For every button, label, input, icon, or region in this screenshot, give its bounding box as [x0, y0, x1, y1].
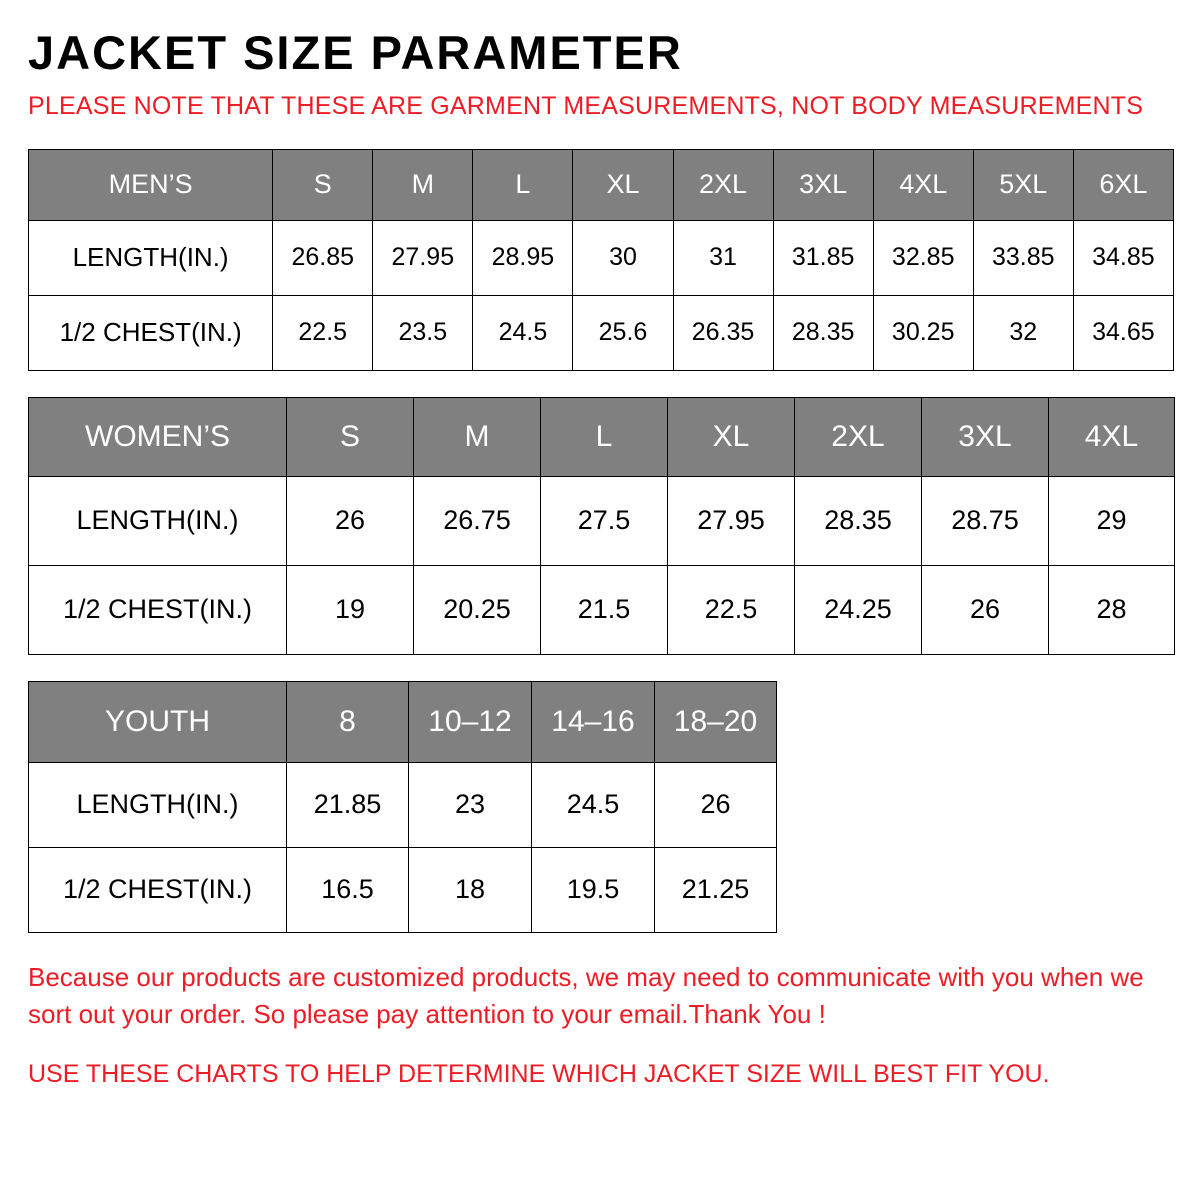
table-cell: 26	[922, 565, 1049, 654]
table-cell: 26	[655, 762, 777, 847]
table-header-cell: YOUTH	[29, 681, 287, 762]
table-header-cell: 4XL	[873, 149, 973, 220]
table-header-cell: 14–16	[532, 681, 655, 762]
table-header-cell: 5XL	[973, 149, 1073, 220]
table-cell: 26.35	[673, 295, 773, 370]
table-cell: 28	[1049, 565, 1175, 654]
table-cell: 20.25	[414, 565, 541, 654]
table-header-cell: 2XL	[795, 397, 922, 476]
table-cell: 26.85	[273, 220, 373, 295]
table-cell: 23.5	[373, 295, 473, 370]
table-row	[29, 762, 777, 847]
table-cell: 24.5	[532, 762, 655, 847]
table-row	[29, 295, 1174, 370]
table-cell: 30.25	[873, 295, 973, 370]
row-label: LENGTH(IN.)	[29, 476, 287, 565]
table-cell: 28.75	[922, 476, 1049, 565]
table-cell: 32.85	[873, 220, 973, 295]
table-cell: 18	[409, 847, 532, 932]
table-cell: 21.25	[655, 847, 777, 932]
table-header-cell: L	[541, 397, 668, 476]
table-cell: 26	[287, 476, 414, 565]
table-cell: 30	[573, 220, 673, 295]
table-header-cell: MEN’S	[29, 149, 273, 220]
table-header-cell: M	[414, 397, 541, 476]
table-header-cell: L	[473, 149, 573, 220]
womens-size-table	[28, 397, 1175, 655]
table-cell: 19	[287, 565, 414, 654]
table-cell: 21.85	[287, 762, 409, 847]
page-title: JACKET SIZE PARAMETER	[28, 26, 683, 79]
table-cell: 28.95	[473, 220, 573, 295]
table-row	[29, 476, 1175, 565]
table-header-cell: S	[273, 149, 373, 220]
table-cell: 27.95	[373, 220, 473, 295]
table-cell: 28.35	[773, 295, 873, 370]
table-header-row	[29, 149, 1174, 220]
table-cell: 31.85	[773, 220, 873, 295]
table-cell: 26.75	[414, 476, 541, 565]
table-cell: 19.5	[532, 847, 655, 932]
table-header-cell: 3XL	[773, 149, 873, 220]
table-header-cell: XL	[668, 397, 795, 476]
table-header-cell: XL	[573, 149, 673, 220]
table-cell: 27.95	[668, 476, 795, 565]
table-header-row	[29, 397, 1175, 476]
table-row	[29, 847, 777, 932]
table-header-cell: 18–20	[655, 681, 777, 762]
footer-notes	[28, 959, 1172, 1093]
table-header-cell: 3XL	[922, 397, 1049, 476]
row-label: LENGTH(IN.)	[29, 762, 287, 847]
table-cell: 32	[973, 295, 1073, 370]
table-cell: 29	[1049, 476, 1175, 565]
table-cell: 22.5	[273, 295, 373, 370]
row-label: 1/2 CHEST(IN.)	[29, 565, 287, 654]
table-header-cell: 10–12	[409, 681, 532, 762]
table-cell: 28.35	[795, 476, 922, 565]
table-header-cell: M	[373, 149, 473, 220]
table-cell: 27.5	[541, 476, 668, 565]
table-cell: 25.6	[573, 295, 673, 370]
table-cell: 31	[673, 220, 773, 295]
table-header-cell: 4XL	[1049, 397, 1175, 476]
measurement-note: PLEASE NOTE THAT THESE ARE GARMENT MEASUREMENTS, NOT BODY MEASUREMENTS	[28, 92, 1144, 121]
table-header-cell: WOMEN’S	[29, 397, 287, 476]
table-cell: 24.5	[473, 295, 573, 370]
table-row	[29, 565, 1175, 654]
table-header-cell: S	[287, 397, 414, 476]
table-row	[29, 220, 1174, 295]
table-header-cell: 6XL	[1073, 149, 1173, 220]
footer-note-charts: USE THESE CHARTS TO HELP DETERMINE WHICH JACKET SIZE WILL BEST FIT YOU.	[28, 1059, 1050, 1088]
row-label: 1/2 CHEST(IN.)	[29, 847, 287, 932]
table-cell: 34.85	[1073, 220, 1173, 295]
table-cell: 22.5	[668, 565, 795, 654]
footer-note-customization: Because our products are customized products, we may need to communicate with you when we sort out your order. So please pay attention to your email.Thank You !	[28, 961, 1144, 1030]
youth-size-table	[28, 681, 777, 933]
table-header-cell: 8	[287, 681, 409, 762]
row-label: 1/2 CHEST(IN.)	[29, 295, 273, 370]
table-header-cell: 2XL	[673, 149, 773, 220]
table-cell: 34.65	[1073, 295, 1173, 370]
table-header-row	[29, 681, 777, 762]
mens-size-table	[28, 149, 1174, 371]
table-cell: 21.5	[541, 565, 668, 654]
row-label: LENGTH(IN.)	[29, 220, 273, 295]
table-cell: 16.5	[287, 847, 409, 932]
table-cell: 33.85	[973, 220, 1073, 295]
table-cell: 23	[409, 762, 532, 847]
table-cell: 24.25	[795, 565, 922, 654]
